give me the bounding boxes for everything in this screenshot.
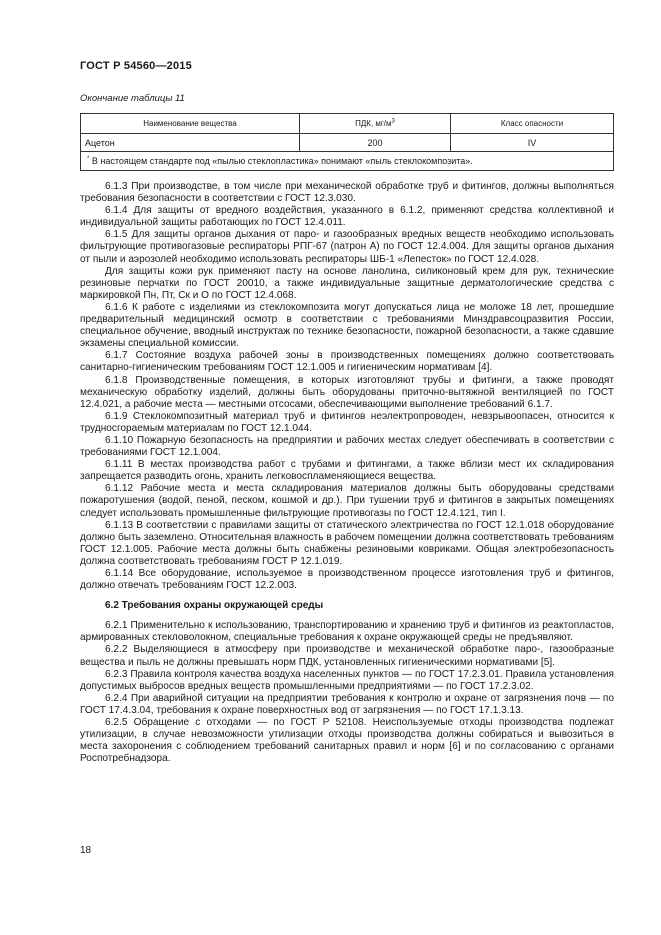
page-number: 18 [80,845,92,856]
table-note [81,152,614,171]
pdk-label: ПДК, мг/м [355,119,392,128]
note-text: В настоящем стандарте под «пылью стеклопластика» понимают «пыль стеклокомпозита». [91,156,473,166]
paragraph-6-2-2: 6.2.2 Выделяющиеся в атмосферу при производстве и механической обработке паро-, газообразные вещества и пыль не должны превышать норм ПДК, установленных гигиеническими нормативами [5]. [80,644,614,668]
table-caption: Окончание таблицы 11 [80,93,185,104]
document-header: ГОСТ Р 54560—2015 [80,60,192,72]
substance-table [80,113,614,171]
paragraph-6-1-14: 6.1.14 Все оборудование, используемое в производственном процессе изготовления труб и фитингов, должно отвечать требованиям ГОСТ 12.2.003. [80,568,614,592]
paragraph-6-1-6: 6.1.6 К работе с изделиями из стеклокомпозита могут допускаться лица не моложе 18 лет, прошедшие предварительный медицинский осмотр в соответствии с требованиями Минздравсоцразвития России, специальное обучение, вводный инструктаж по технике безопасности, пожарной безопасности, а также сдавшие экзамены специальной комиссии. [80,301,614,350]
col-header-pdk [300,114,451,134]
paragraph-6-2-3: 6.2.3 Правила контроля качества воздуха населенных пунктов — по ГОСТ 17.2.3.01. Правила установления допустимых выбросов вредных веществ промышленными предприятиями — по ГОСТ 17.2.3.02. [80,668,614,692]
col-header-name: Наименование вещества [81,114,300,134]
paragraph-skin-protection: Для защиты кожи рук применяют пасту на основе ланолина, силиконовый крем для рук, технические резиновые перчатки по ГОСТ 20010, а также индивидуальные защитные дерматологические средства с маркировкой Пн, Пт, Ск и О по ГОСТ 12.4.068. [80,265,614,301]
col-header-class: Класс опасности [451,114,614,134]
table-row [81,134,614,152]
paragraph-6-2-4: 6.2.4 При аварийной ситуации на предприятии требования к контролю и охране от загрязнения почв — по ГОСТ 17.4.3.04, требования к охране поверхностных вод от загрязнения — по ГОСТ 17.1.3.13. [80,692,614,716]
paragraph-6-1-10: 6.1.10 Пожарную безопасность на предприятии и рабочих местах следует обеспечивать в соответствии с требованиями ГОСТ 12.1.004. [80,434,614,459]
table [80,113,614,171]
paragraph-6-1-8: 6.1.8 Производственные помещения, в которых изготовляют трубы и фитинги, а также проводят механическую обработку изделий, должны быть оборудованы приточно-вытяжной вентиляцией по ГОСТ 12.4.021, а рабочие места — местными отсосами, обеспечивающими выполнение требований 6.1.7. [80,374,614,410]
paragraph-6-1-7: 6.1.7 Состояние воздуха рабочей зоны в производственных помещениях должно соответствовать санитарно-гигиеническим требованиям ГОСТ 12.1.005 и гигиеническим нормативам [4]. [80,350,614,374]
paragraph-6-1-12: 6.1.12 Рабочие места и места складирования материалов должны быть оборудованы средствами пожаротушения (водой, пеной, песком, кошмой и др.). При тушении труб и фитингов в закрытых помещениях следует использовать промышленные фильтрующие противогазы по ГОСТ 12.4.121, тип I. [80,483,614,519]
paragraph-6-1-11: 6.1.11 В местах производства работ с трубами и фитингами, а также вблизи мест их складирования запрещается разводить огонь, хранить легковоспламеняющиеся вещества. [80,459,614,483]
note-mark: * [87,156,90,162]
paragraph-6-1-3: 6.1.3 При производстве, в том числе при механической обработке труб и фитингов, должны выполняться требования безопасности в соответствии с ГОСТ 12.3.030. [80,181,614,205]
section-title: 6.2 Требования охраны окружающей среды [105,600,324,612]
cell-hazard-class: IV [451,134,614,152]
cell-substance-name: Ацетон [81,134,300,152]
table-note-row [81,152,614,171]
paragraph-6-1-9: 6.1.9 Стеклокомпозитный материал труб и фитингов неэлектропроводен, невзрывоопасен, относится к трудносгораемым материалам по ГОСТ 12.1.044. [80,410,614,434]
paragraph-6-1-4: 6.1.4 Для защиты от вредного воздействия, указанного в 6.1.2, применяют средства коллективной и индивидуальной защиты работающих по ГОСТ 12.4.011. [80,205,614,229]
paragraph-6-1-5: 6.1.5 Для защиты органов дыхания от паро- и газообразных вредных веществ необходимо использовать фильтрующие противогазовые респираторы РПГ-67 (патрон А) по ГОСТ 12.4.004. Для защиты органов дыхания от пыли и аэрозолей необходимо использовать респираторы ШБ-1 «Лепесток» по ГОСТ 12.4.028. [80,229,614,265]
paragraph-6-1-13: 6.1.13 В соответствии с правилами защиты от статического электричества по ГОСТ 12.1.018 оборудование должно быть заземлено. Относительная влажность в рабочем помещении должна соответствовать требованиям ГОСТ 12.1.005. Рабочие места должны быть снабжены резиновыми ковриками. Общая электробезопасность должна соответствовать требованиям ГОСТ Р 12.1.019. [80,519,614,567]
paragraph-6-2-1: 6.2.1 Применительно к использованию, транспортированию и хранению труб и фитингов из реактопластов, армированных стекловолокном, специальные требования к охране окружающей среды не предъявляют. [80,620,614,644]
table-header-row [81,114,614,134]
document-body [80,181,614,765]
pdk-superscript: 3 [391,118,395,125]
paragraph-6-2-5: 6.2.5 Обращение с отходами — по ГОСТ Р 52108. Неиспользуемые отходы производства подлежат утилизации, в случае невозможности утилизации отходы производства должны собираться и вывозиться в места захоронения с соблюдением требований санитарных правил и норм [6] и по согласованию с органами Роспотребнадзора. [80,717,614,765]
cell-pdk-value: 200 [300,134,451,152]
